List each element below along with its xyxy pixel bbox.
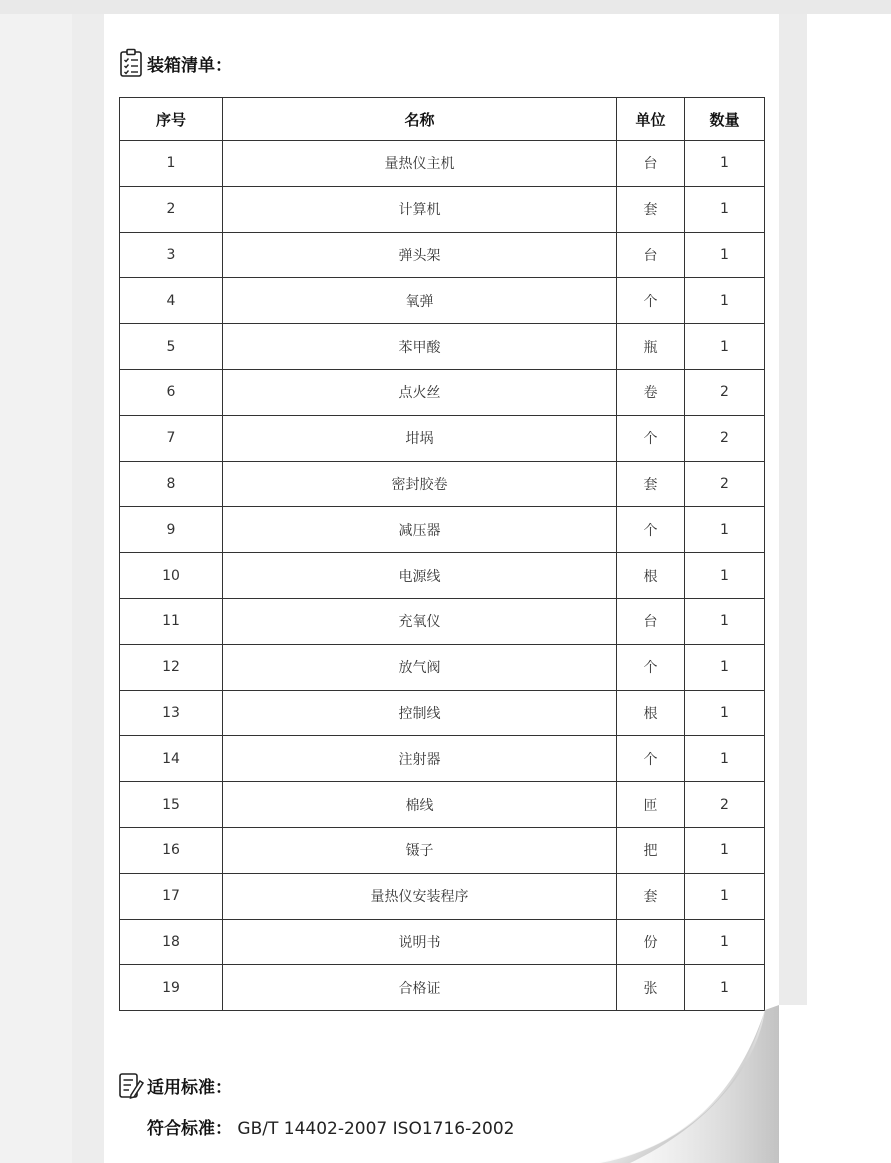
table-row [120,644,765,690]
cell-unit: 根 [617,553,685,599]
table-row [120,690,765,736]
cell-unit: 把 [617,827,685,873]
cell-unit: 台 [617,232,685,278]
cell-no: 5 [120,324,223,370]
table-row [120,507,765,553]
cell-name: 量热仪安装程序 [223,873,617,919]
cell-qty: 1 [685,324,765,370]
left-margin [72,14,104,1163]
table-row [120,278,765,324]
cell-name: 镊子 [223,827,617,873]
cell-no: 18 [120,919,223,965]
cell-qty: 2 [685,461,765,507]
cell-unit: 台 [617,141,685,187]
table-row [120,232,765,278]
packing-list-title-text: 装箱清单： [147,55,232,76]
cell-name: 充氧仪 [223,598,617,644]
header-qty: 数量 [685,98,765,141]
cell-qty: 2 [685,415,765,461]
cell-no: 9 [120,507,223,553]
table-row [120,873,765,919]
cell-name: 密封胶卷 [223,461,617,507]
cell-name: 坩埚 [223,415,617,461]
cell-unit: 套 [617,461,685,507]
cell-unit: 套 [617,186,685,232]
cell-qty: 1 [685,141,765,187]
cell-no: 14 [120,736,223,782]
cell-no: 13 [120,690,223,736]
right-blank-area [807,14,891,1163]
cell-unit: 份 [617,919,685,965]
cell-unit: 卷 [617,369,685,415]
cell-no: 16 [120,827,223,873]
cell-unit: 套 [617,873,685,919]
cell-name: 控制线 [223,690,617,736]
cell-qty: 1 [685,965,765,1011]
cell-unit: 瓶 [617,324,685,370]
cell-qty: 1 [685,186,765,232]
cell-qty: 1 [685,644,765,690]
table-row [120,141,765,187]
cell-name: 放气阀 [223,644,617,690]
cell-name: 注射器 [223,736,617,782]
cell-no: 10 [120,553,223,599]
cell-qty: 2 [685,369,765,415]
cell-qty: 1 [685,598,765,644]
packing-list-title [118,48,232,78]
table-row [120,553,765,599]
cell-no: 8 [120,461,223,507]
cell-no: 1 [120,141,223,187]
standard-value: GB/T 14402-2007 ISO1716-2002 [237,1119,515,1139]
header-no: 序号 [120,98,223,141]
cell-unit: 个 [617,278,685,324]
table-row [120,919,765,965]
cell-no: 12 [120,644,223,690]
cell-name: 电源线 [223,553,617,599]
table-row [120,324,765,370]
checklist-icon [118,48,144,78]
cell-name: 合格证 [223,965,617,1011]
cell-no: 2 [120,186,223,232]
cell-name: 说明书 [223,919,617,965]
cell-name: 减压器 [223,507,617,553]
document-pen-icon [118,1070,144,1100]
cell-qty: 1 [685,690,765,736]
cell-qty: 1 [685,232,765,278]
standard-label: 符合标准： [147,1119,232,1139]
cell-unit: 匝 [617,782,685,828]
cell-no: 19 [120,965,223,1011]
table-row [120,965,765,1011]
cell-name: 计算机 [223,186,617,232]
cell-no: 6 [120,369,223,415]
table-row [120,186,765,232]
cell-name: 弹头架 [223,232,617,278]
standard-compliance-line [147,1114,515,1139]
cell-no: 11 [120,598,223,644]
cell-unit: 个 [617,736,685,782]
cell-no: 7 [120,415,223,461]
cell-qty: 1 [685,827,765,873]
cell-unit: 根 [617,690,685,736]
cell-name: 苯甲酸 [223,324,617,370]
cell-qty: 1 [685,278,765,324]
table-row [120,461,765,507]
cell-no: 17 [120,873,223,919]
cell-name: 氧弹 [223,278,617,324]
table-row [120,415,765,461]
cell-qty: 1 [685,507,765,553]
header-name: 名称 [223,98,617,141]
cell-qty: 1 [685,873,765,919]
cell-no: 4 [120,278,223,324]
page-curl [590,1005,891,1163]
packing-list-table [119,97,765,1011]
cell-name: 棉线 [223,782,617,828]
cell-name: 点火丝 [223,369,617,415]
cell-unit: 个 [617,507,685,553]
standards-title-text: 适用标准： [147,1077,232,1098]
cell-name: 量热仪主机 [223,141,617,187]
cell-unit: 个 [617,415,685,461]
table-row [120,598,765,644]
top-strip [0,0,891,14]
table-row [120,782,765,828]
header-unit: 单位 [617,98,685,141]
cell-qty: 1 [685,553,765,599]
right-margin [779,14,807,1163]
cell-unit: 张 [617,965,685,1011]
table-header-row [120,98,765,141]
table-row [120,369,765,415]
cell-no: 3 [120,232,223,278]
cell-no: 15 [120,782,223,828]
table-row [120,827,765,873]
cell-unit: 台 [617,598,685,644]
table-row [120,736,765,782]
table-body [120,141,765,1011]
cell-qty: 1 [685,736,765,782]
cell-unit: 个 [617,644,685,690]
cell-qty: 1 [685,919,765,965]
cell-qty: 2 [685,782,765,828]
standards-title [118,1070,232,1100]
